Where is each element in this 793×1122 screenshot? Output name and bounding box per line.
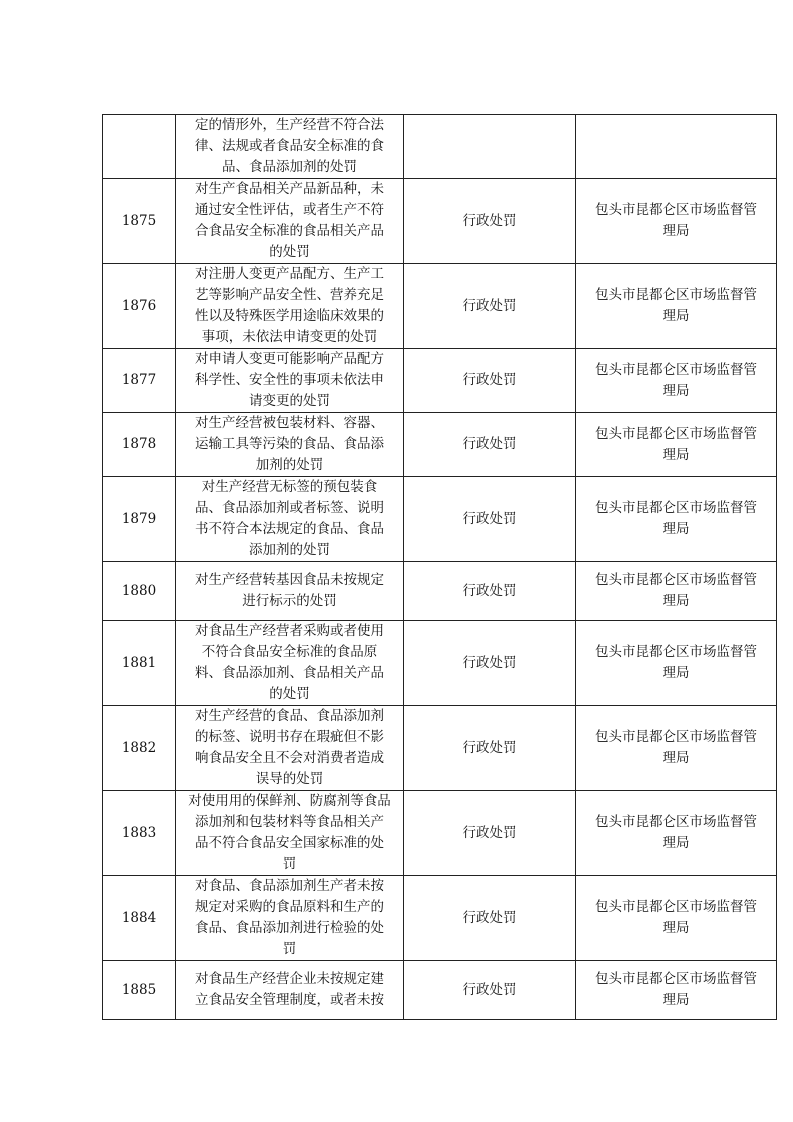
table-row — [103, 413, 777, 477]
item-name-line: 品、食品添加剂的处罚 — [222, 159, 357, 175]
item-name-line: 对生产经营无标签的预包装食 — [201, 479, 378, 495]
agency-cell — [576, 706, 777, 791]
item-name-cell — [176, 264, 404, 349]
item-name-line: 定的情形外，生产经营不符合法 — [195, 117, 384, 133]
row-number-cell: 1876 — [103, 264, 176, 349]
agency-line: 理局 — [662, 308, 690, 324]
item-name-line: 食品、食品添加剂进行检验的处 — [195, 920, 384, 936]
item-name-cell — [176, 562, 404, 621]
item-name-line: 罚 — [282, 941, 297, 957]
item-name-line: 性以及特殊医学用途临床效果的 — [195, 308, 384, 324]
item-name-line: 对生产食品相关产品新品种，未 — [195, 181, 384, 197]
item-name-line: 对生产经营的食品、食品添加剂 — [195, 708, 384, 724]
row-number-cell: 1883 — [103, 791, 176, 876]
agency-line: 包头市昆都仑区市场监督管 — [595, 361, 757, 378]
row-number-cell: 1875 — [103, 179, 176, 264]
item-name-line: 规定对采购的食品原料和生产的 — [195, 899, 384, 915]
row-number-cell: 1877 — [103, 349, 176, 413]
table-row — [103, 706, 777, 791]
row-number-cell: 1881 — [103, 621, 176, 706]
item-name-line: 合食品安全标准的食品相关产品 — [195, 223, 384, 239]
item-name-cell — [176, 706, 404, 791]
item-name-line: 请变更的处罚 — [249, 393, 330, 409]
power-type-cell — [404, 115, 576, 179]
table-row — [103, 179, 777, 264]
agency-line: 包头市昆都仑区市场监督管 — [595, 729, 757, 745]
item-name-line: 的标签、说明书存在瑕疵但不影 — [195, 729, 384, 745]
item-name-line: 品不符合食品安全国家标准的处 — [195, 835, 384, 851]
agency-line: 包头市昆都仑区市场监督管 — [595, 814, 757, 830]
agency-line: 理局 — [662, 382, 690, 399]
item-name-line: 书不符合本法规定的食品、食品 — [195, 521, 384, 537]
agency-line: 包头市昆都仑区市场监督管 — [595, 971, 757, 987]
power-type-cell: 行政处罚 — [404, 477, 576, 562]
row-number-cell: 1884 — [103, 876, 176, 961]
item-name-line: 的处罚 — [269, 686, 310, 702]
table-row — [103, 961, 777, 1020]
item-name-cell — [176, 413, 404, 477]
power-list-table — [102, 114, 777, 1020]
item-name-line: 罚 — [282, 856, 297, 872]
item-name-line: 通过安全性评估，或者生产不符 — [195, 202, 384, 218]
table-row — [103, 562, 777, 621]
power-type-cell: 行政处罚 — [404, 621, 576, 706]
item-name-cell — [176, 621, 404, 706]
agency-line: 包头市昆都仑区市场监督管 — [595, 644, 757, 660]
item-name-cell — [176, 961, 404, 1020]
agency-line: 包头市昆都仑区市场监督管 — [595, 202, 757, 218]
item-name-cell — [176, 791, 404, 876]
power-type-cell: 行政处罚 — [404, 562, 576, 621]
item-name-line: 艺等影响产品安全性、营养充足 — [195, 287, 384, 303]
agency-cell — [576, 876, 777, 961]
agency-line: 包头市昆都仑区市场监督管 — [595, 425, 757, 442]
table-row — [103, 264, 777, 349]
table-row — [103, 477, 777, 562]
agency-cell — [576, 179, 777, 264]
row-number-cell: 1885 — [103, 961, 176, 1020]
item-name-line: 添加剂的处罚 — [249, 542, 330, 558]
row-number-cell: 1878 — [103, 413, 176, 477]
item-name-line: 立食品安全管理制度，或者未按 — [195, 992, 384, 1008]
item-name-line: 误导的处罚 — [255, 771, 324, 787]
agency-cell — [576, 115, 777, 179]
item-name-cell — [176, 179, 404, 264]
agency-line: 包头市昆都仑区市场监督管 — [595, 500, 757, 516]
item-name-line: 品、食品添加剂或者标签、说明 — [195, 500, 384, 516]
power-type-cell: 行政处罚 — [404, 961, 576, 1020]
item-name-line: 加剂的处罚 — [255, 457, 324, 473]
power-type-cell: 行政处罚 — [404, 349, 576, 413]
item-name-line: 事项，未依法申请变更的处罚 — [201, 329, 378, 345]
agency-line: 理局 — [662, 665, 690, 681]
agency-cell — [576, 413, 777, 477]
agency-cell — [576, 621, 777, 706]
agency-line: 理局 — [662, 521, 690, 537]
row-number-cell — [103, 115, 176, 179]
agency-line: 理局 — [662, 593, 690, 609]
item-name-line: 对食品、食品添加剂生产者未按 — [195, 878, 384, 894]
item-name-cell — [176, 115, 404, 179]
table-row — [103, 115, 777, 179]
item-name-line: 运输工具等污染的食品、食品添 — [195, 436, 384, 452]
item-name-cell — [176, 477, 404, 562]
row-number-cell: 1880 — [103, 562, 176, 621]
power-type-cell: 行政处罚 — [404, 706, 576, 791]
item-name-line: 响食品安全且不会对消费者造成 — [195, 750, 384, 766]
agency-line: 理局 — [662, 446, 690, 463]
item-name-line: 对食品生产经营企业未按规定建 — [195, 971, 384, 987]
agency-cell — [576, 264, 777, 349]
agency-cell — [576, 349, 777, 413]
item-name-line: 对食品生产经营者采购或者使用 — [195, 623, 384, 639]
power-type-cell: 行政处罚 — [404, 791, 576, 876]
agency-line: 包头市昆都仑区市场监督管 — [595, 572, 757, 588]
item-name-line: 对使用用的保鲜剂、防腐剂等食品 — [188, 793, 391, 809]
item-name-line: 对申请人变更可能影响产品配方 — [195, 351, 384, 367]
item-name-line: 对注册人变更产品配方、生产工 — [195, 266, 384, 282]
power-type-cell: 行政处罚 — [404, 179, 576, 264]
agency-line: 理局 — [662, 750, 690, 766]
table-row — [103, 621, 777, 706]
agency-line: 理局 — [662, 920, 690, 936]
item-name-line: 对生产经营转基因食品未按规定 — [195, 572, 384, 588]
agency-line: 包头市昆都仑区市场监督管 — [595, 287, 757, 303]
power-type-cell: 行政处罚 — [404, 264, 576, 349]
agency-line: 理局 — [662, 223, 690, 239]
agency-cell — [576, 562, 777, 621]
item-name-line: 不符合食品安全标准的食品原 — [201, 644, 378, 660]
agency-line: 理局 — [662, 835, 690, 851]
agency-cell — [576, 477, 777, 562]
item-name-line: 料、食品添加剂、食品相关产品 — [195, 665, 384, 681]
agency-cell — [576, 791, 777, 876]
table-body — [103, 115, 777, 1020]
power-type-cell: 行政处罚 — [404, 876, 576, 961]
item-name-cell — [176, 349, 404, 413]
table-row — [103, 349, 777, 413]
item-name-line: 添加剂和包装材料等食品相关产 — [195, 814, 384, 830]
item-name-line: 的处罚 — [269, 244, 310, 260]
item-name-line: 律、法规或者食品安全标准的食 — [195, 138, 384, 154]
agency-cell — [576, 961, 777, 1020]
agency-line: 理局 — [662, 992, 690, 1008]
item-name-line: 科学性、安全性的事项未依法申 — [195, 372, 384, 388]
item-name-line: 对生产经营被包装材料、容器、 — [195, 415, 384, 431]
row-number-cell: 1882 — [103, 706, 176, 791]
table-row — [103, 791, 777, 876]
item-name-cell — [176, 876, 404, 961]
item-name-line: 进行标示的处罚 — [242, 593, 337, 609]
power-type-cell: 行政处罚 — [404, 413, 576, 477]
table-row — [103, 876, 777, 961]
agency-line: 包头市昆都仑区市场监督管 — [595, 899, 757, 915]
row-number-cell: 1879 — [103, 477, 176, 562]
